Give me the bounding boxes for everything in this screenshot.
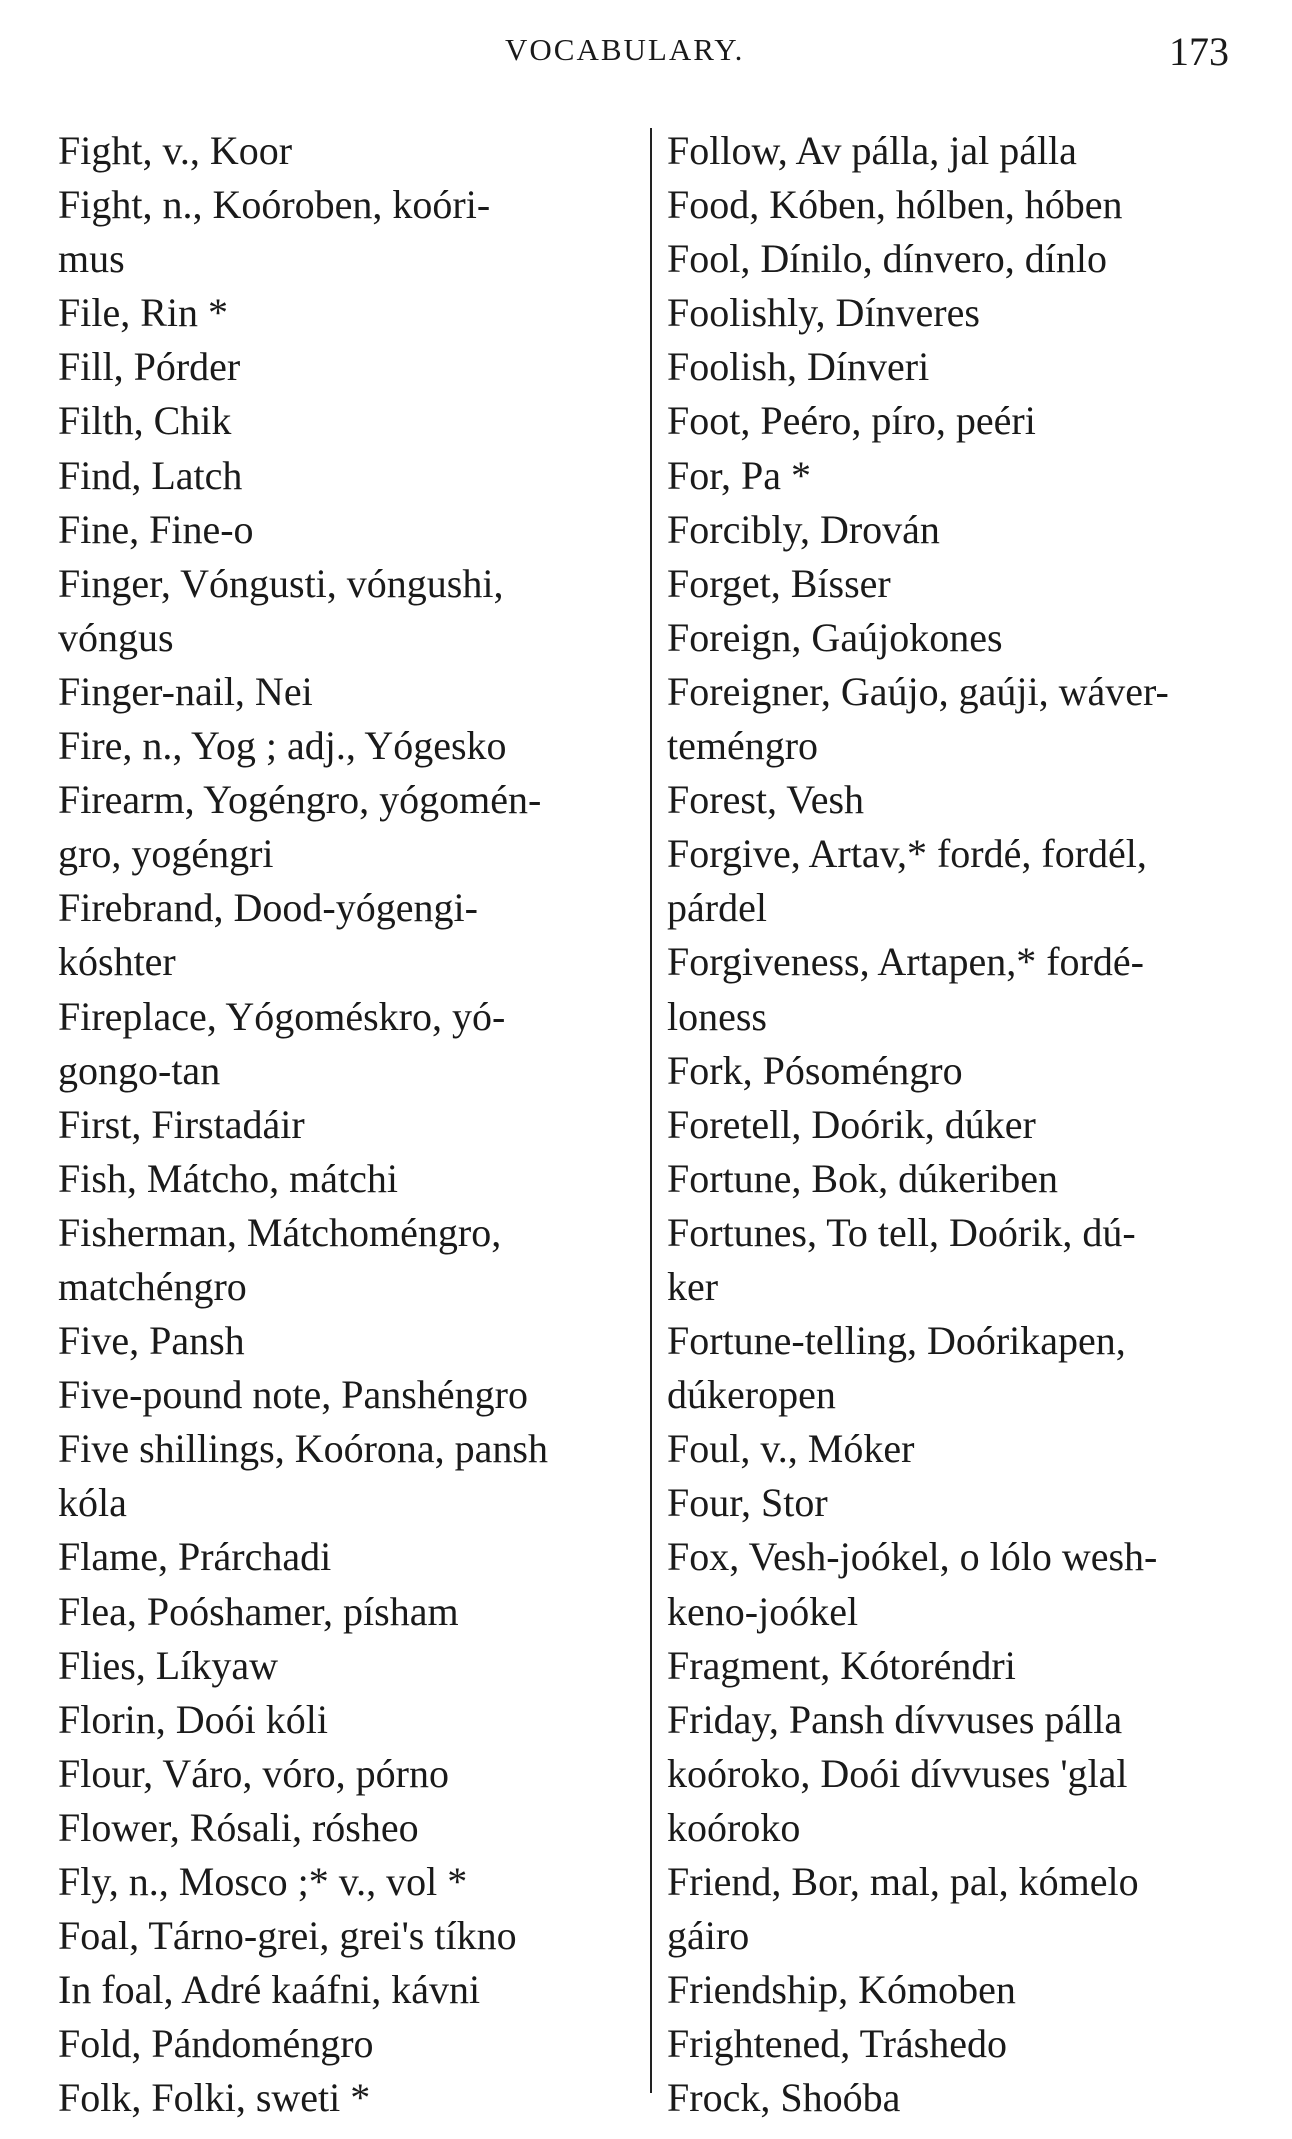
vocabulary-entry [667,1693,1272,1855]
vocabulary-entry [58,665,658,719]
vocabulary-entry [667,286,1272,340]
vocabulary-entry [667,557,1272,611]
page-number: 173 [1169,29,1229,74]
vocabulary-entry [667,1855,1272,1963]
vocabulary-entry [58,1368,658,1422]
entry-line: Forcibly, Drován [667,506,940,552]
entry-line: Flies, Líkyaw [58,1642,278,1688]
vocabulary-entry [58,1855,658,1909]
entry-line: Filth, Chik [58,398,232,444]
entry-line: Foolish, Dínveri [667,344,930,390]
entry-continuation: dúkeropen [667,1372,836,1418]
entry-line: Fight, v., Koor [58,128,293,173]
entry-continuation: gro, yogéngri [58,831,274,877]
vocabulary-entry [667,178,1272,232]
vocabulary-entry [667,1530,1272,1638]
entry-line: Frightened, Tráshedo [667,2021,1007,2067]
vocabulary-entry [667,449,1272,503]
vocabulary-entry [667,935,1272,1043]
vocabulary-entry [58,1747,658,1801]
entry-line: Follow, Av pálla, jal pálla [667,128,1077,173]
vocabulary-entry [667,2017,1272,2071]
entry-continuation: gongo-tan [58,1047,221,1093]
vocabulary-entry [58,503,658,557]
entry-line: Flea, Poóshamer, písham [58,1588,459,1634]
entry-line: File, Rin * [58,290,229,336]
entry-line: Fox, Vesh-joókel, o lólo wesh- [667,1534,1158,1580]
entry-line: Forget, Bísser [667,560,891,606]
entry-line: Foolishly, Dínveres [667,290,980,336]
vocabulary-entry [58,1422,658,1530]
vocabulary-entry [667,232,1272,286]
vocabulary-entry [667,503,1272,557]
entry-continuation: vóngus [58,614,174,660]
entry-line: Fine, Fine-o [58,506,254,552]
entry-line: Foreigner, Gaújo, gaúji, wáver- [667,668,1169,714]
vocabulary-entry [58,557,658,665]
entry-line: Five, Pansh [58,1318,245,1364]
entry-continuation: ker [667,1263,719,1309]
entry-line: Food, Kóben, hólben, hóben [667,182,1123,228]
vocabulary-entry [58,1801,658,1855]
entry-line: Five shillings, Koórona, pansh [58,1426,548,1472]
entry-line: Fold, Pándoméngro [58,2021,374,2067]
entry-line: Foul, v., Móker [667,1426,915,1472]
vocabulary-entry [58,2071,658,2125]
vocabulary-entry [58,178,658,286]
entry-line: Firebrand, Dood-yógengi- [58,885,478,931]
entry-line: Fireplace, Yógoméskro, yó- [58,993,506,1039]
entry-line: Five-pound note, Panshéngro [58,1372,528,1418]
vocabulary-entry [667,2071,1272,2125]
entry-line: Flower, Rósali, rósheo [58,1804,419,1850]
entry-line: Find, Latch [58,452,243,498]
left-column [58,124,658,2125]
entry-line: Four, Stor [667,1480,828,1526]
entry-line: Friday, Pansh dívvuses pálla [667,1696,1123,1742]
vocabulary-entry [58,1585,658,1639]
entry-line: Forgiveness, Artapen,* fordé- [667,939,1144,985]
entry-line: Fortune-telling, Doórikapen, [667,1318,1126,1364]
entry-line: Florin, Doói kóli [58,1696,329,1742]
vocabulary-entry [667,394,1272,448]
running-title: VOCABULARY. [505,32,745,67]
vocabulary-entry [58,1909,658,1963]
entry-continuation: keno-joókel [667,1588,859,1634]
entry-line: Folk, Folki, sweti * [58,2075,371,2121]
vocabulary-entry [667,611,1272,665]
entry-line: Finger, Vóngusti, vóngushi, [58,560,504,606]
vocabulary-entry [58,719,658,773]
entry-line: Fortune, Bok, dúkeriben [667,1155,1059,1201]
vocabulary-entry [667,124,1272,178]
entry-line: Fight, n., Koóroben, koóri- [58,182,491,228]
entry-continuation: matchéngro [58,1263,247,1309]
entry-continuation: mus [58,236,125,282]
entry-continuation: koóroko [667,1804,801,1850]
vocabulary-entry [667,665,1272,773]
entry-line: Fortunes, To tell, Doórik, dú- [667,1209,1136,1255]
vocabulary-entry [58,449,658,503]
entry-line: First, Firstadáir [58,1101,305,1147]
vocabulary-entry [58,1152,658,1206]
vocabulary-entry [667,1314,1272,1422]
vocabulary-entry [667,1963,1272,2017]
entry-continuation: gáiro [667,1913,750,1959]
vocabulary-entry [58,340,658,394]
vocabulary-entry [58,1639,658,1693]
entry-line: Fool, Dínilo, dínvero, dínlo [667,236,1107,282]
vocabulary-entry [58,394,658,448]
entry-line: Foal, Tárno-grei, grei's tíkno [58,1913,517,1959]
entry-line: Foreign, Gaújokones [667,614,1003,660]
entry-line: For, Pa * [667,452,811,498]
vocabulary-entry [667,1098,1272,1152]
entry-continuation: loness [667,993,767,1039]
entry-line: Fish, Mátcho, mátchi [58,1155,398,1201]
entry-line: Fill, Pórder [58,344,241,390]
right-column [667,124,1272,2125]
entry-line: Fork, Pósoméngro [667,1047,963,1093]
entry-line: Foretell, Doórik, dúker [667,1101,1036,1147]
vocabulary-entry [58,2017,658,2071]
entry-line: Foot, Peéro, píro, peéri [667,398,1036,444]
entry-line: Firearm, Yogéngro, yógomén- [58,777,542,823]
vocabulary-entry [667,1422,1272,1476]
vocabulary-entry [667,340,1272,394]
entry-line: Fisherman, Mátchoméngro, [58,1209,502,1255]
entry-continuation: kóshter [58,939,176,985]
entry-line: Frock, Shoóba [667,2075,901,2121]
vocabulary-entry [667,1476,1272,1530]
vocabulary-entry [58,773,658,881]
vocabulary-entry [58,881,658,989]
vocabulary-entry [58,124,658,178]
vocabulary-entry [58,1693,658,1747]
entry-continuation: teméngro [667,723,819,769]
entry-continuation: koóroko, Doói dívvuses 'glal [667,1750,1128,1796]
vocabulary-entry [58,286,658,340]
vocabulary-entry [667,1639,1272,1693]
vocabulary-entry [58,990,658,1098]
entry-line: Flame, Prárchadi [58,1534,332,1580]
entry-line: Fly, n., Mosco ;* v., vol * [58,1859,468,1904]
vocabulary-entry [667,1152,1272,1206]
vocabulary-entry [58,1530,658,1584]
entry-line: Fire, n., Yog ; adj., Yógesko [58,723,507,769]
vocabulary-entry [58,1206,658,1314]
vocabulary-entry [667,1044,1272,1098]
entry-line: Friendship, Kómoben [667,1967,1016,2013]
entry-line: Flour, Váro, vóro, pórno [58,1750,449,1796]
vocabulary-entry [667,773,1272,827]
entry-line: Forgive, Artav,* fordé, fordél, [667,831,1147,877]
vocabulary-entry [667,1206,1272,1314]
column-divider [650,128,652,2093]
vocabulary-entry [667,827,1272,935]
vocabulary-entry [58,1963,658,2017]
entry-line: Fragment, Kótoréndri [667,1642,1016,1688]
vocabulary-entry [58,1314,658,1368]
entry-continuation: kóla [58,1480,127,1526]
entry-line: Finger-nail, Nei [58,668,313,714]
entry-line: Forest, Vesh [667,777,865,823]
entry-line: Friend, Bor, mal, pal, kómelo [667,1859,1139,1904]
entry-line: In foal, Adré kaáfni, kávni [58,1967,481,2013]
vocabulary-entry [58,1098,658,1152]
entry-continuation: párdel [667,885,767,931]
page-header [0,28,1292,78]
